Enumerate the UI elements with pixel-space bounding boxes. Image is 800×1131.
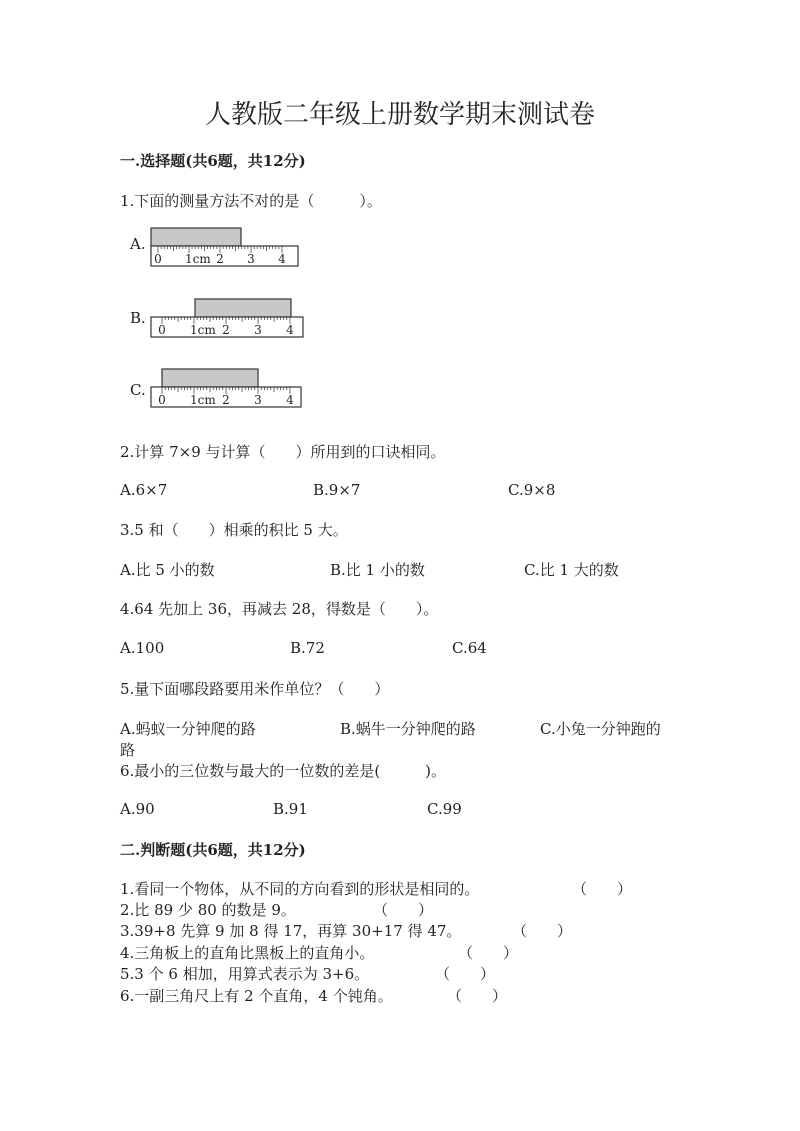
question-5: 5.量下面哪段路要用米作单位？（ ） <box>120 680 390 698</box>
ruler-tick-label: 0 <box>158 323 166 337</box>
judge-item-3: 3.39+8 先算 9 加 8 得 17，再算 30+17 得 47。 <box>120 922 462 940</box>
judge-item-6: 6.一副三角尺上有 2 个直角，4 个钝角。 <box>120 987 393 1005</box>
ruler-tick-label: 2 <box>216 252 224 266</box>
judge-item-3-bracket: （ ） <box>512 922 573 940</box>
measured-bar <box>162 369 258 387</box>
judge-item-1: 1.看同一个物体，从不同的方向看到的形状是相同的。 <box>120 880 480 898</box>
ruler-tick-label: 4 <box>278 252 286 266</box>
judge-item-1-bracket: （ ） <box>572 880 633 898</box>
q4-option-c: C.64 <box>452 639 487 657</box>
section-2-heading: 二.判断题(共6题，共12分) <box>120 841 306 859</box>
ruler-tick-label: 0 <box>154 252 162 266</box>
page-title: 人教版二年级上册数学期末测试卷 <box>204 100 595 130</box>
question-6: 6.最小的三位数与最大的一位数的差是( )。 <box>120 762 447 780</box>
q3-option-a: A.比 5 小的数 <box>120 561 215 579</box>
measured-bar <box>195 299 291 317</box>
q6-option-a: A.90 <box>120 800 155 818</box>
q5-option-c: C.小兔一分钟跑的 <box>540 720 661 738</box>
ruler-tick-label: 1cm <box>190 393 216 407</box>
q3-option-c: C.比 1 大的数 <box>524 561 619 579</box>
question-4: 4.64 先加上 36，再减去 28，得数是（ ）。 <box>120 600 439 618</box>
ruler-tick-label: 3 <box>254 323 262 337</box>
ruler-tick-label: 2 <box>222 323 230 337</box>
judge-item-2: 2.比 89 少 80 的数是 9。 <box>120 901 296 919</box>
q1-option-c-label: C. <box>130 381 146 399</box>
q5-option-a: A.蚂蚁一分钟爬的路 <box>120 720 256 738</box>
ruler-tick-label: 3 <box>254 393 262 407</box>
ruler-tick-label: 1cm <box>190 323 216 337</box>
q4-option-b: B.72 <box>290 639 325 657</box>
judge-item-2-bracket: （ ） <box>373 901 434 919</box>
question-3: 3.5 和（ ）相乘的积比 5 大。 <box>120 521 348 539</box>
judge-item-4-bracket: （ ） <box>458 944 519 962</box>
q5-option-c-wrap: 路 <box>120 741 136 759</box>
q1-option-a-label: A. <box>130 235 146 253</box>
q5-option-b: B.蜗牛一分钟爬的路 <box>340 720 476 738</box>
q2-option-b: B.9×7 <box>313 481 361 499</box>
judge-item-6-bracket: （ ） <box>447 987 508 1005</box>
measured-bar <box>151 228 241 246</box>
ruler-tick-label: 2 <box>222 393 230 407</box>
question-1: 1.下面的测量方法不对的是（ ）。 <box>120 192 382 210</box>
question-2: 2.计算 7×9 与计算（ ）所用到的口诀相同。 <box>120 443 446 461</box>
section-1-heading: 一.选择题(共6题，共12分) <box>120 152 306 170</box>
ruler-tick-label: 4 <box>286 393 294 407</box>
q2-option-a: A.6×7 <box>120 481 168 499</box>
q1-option-a-figure <box>148 225 308 271</box>
ruler-tick-label: 3 <box>247 252 255 266</box>
judge-item-5-bracket: （ ） <box>435 965 496 983</box>
judge-item-4: 4.三角板上的直角比黑板上的直角小。 <box>120 944 375 962</box>
q3-option-b: B.比 1 小的数 <box>330 561 425 579</box>
q4-option-a: A.100 <box>120 639 165 657</box>
q6-option-c: C.99 <box>427 800 462 818</box>
q1-option-b-figure <box>148 296 308 342</box>
q6-option-b: B.91 <box>273 800 308 818</box>
ruler-tick-label: 0 <box>158 393 166 407</box>
q2-option-c: C.9×8 <box>508 481 556 499</box>
ruler-tick-label: 4 <box>286 323 294 337</box>
judge-item-5: 5.3 个 6 相加，用算式表示为 3+6。 <box>120 965 370 983</box>
ruler-tick-label: 1cm <box>185 252 211 266</box>
q1-option-c-figure <box>148 366 308 412</box>
q1-option-b-label: B. <box>130 309 146 327</box>
